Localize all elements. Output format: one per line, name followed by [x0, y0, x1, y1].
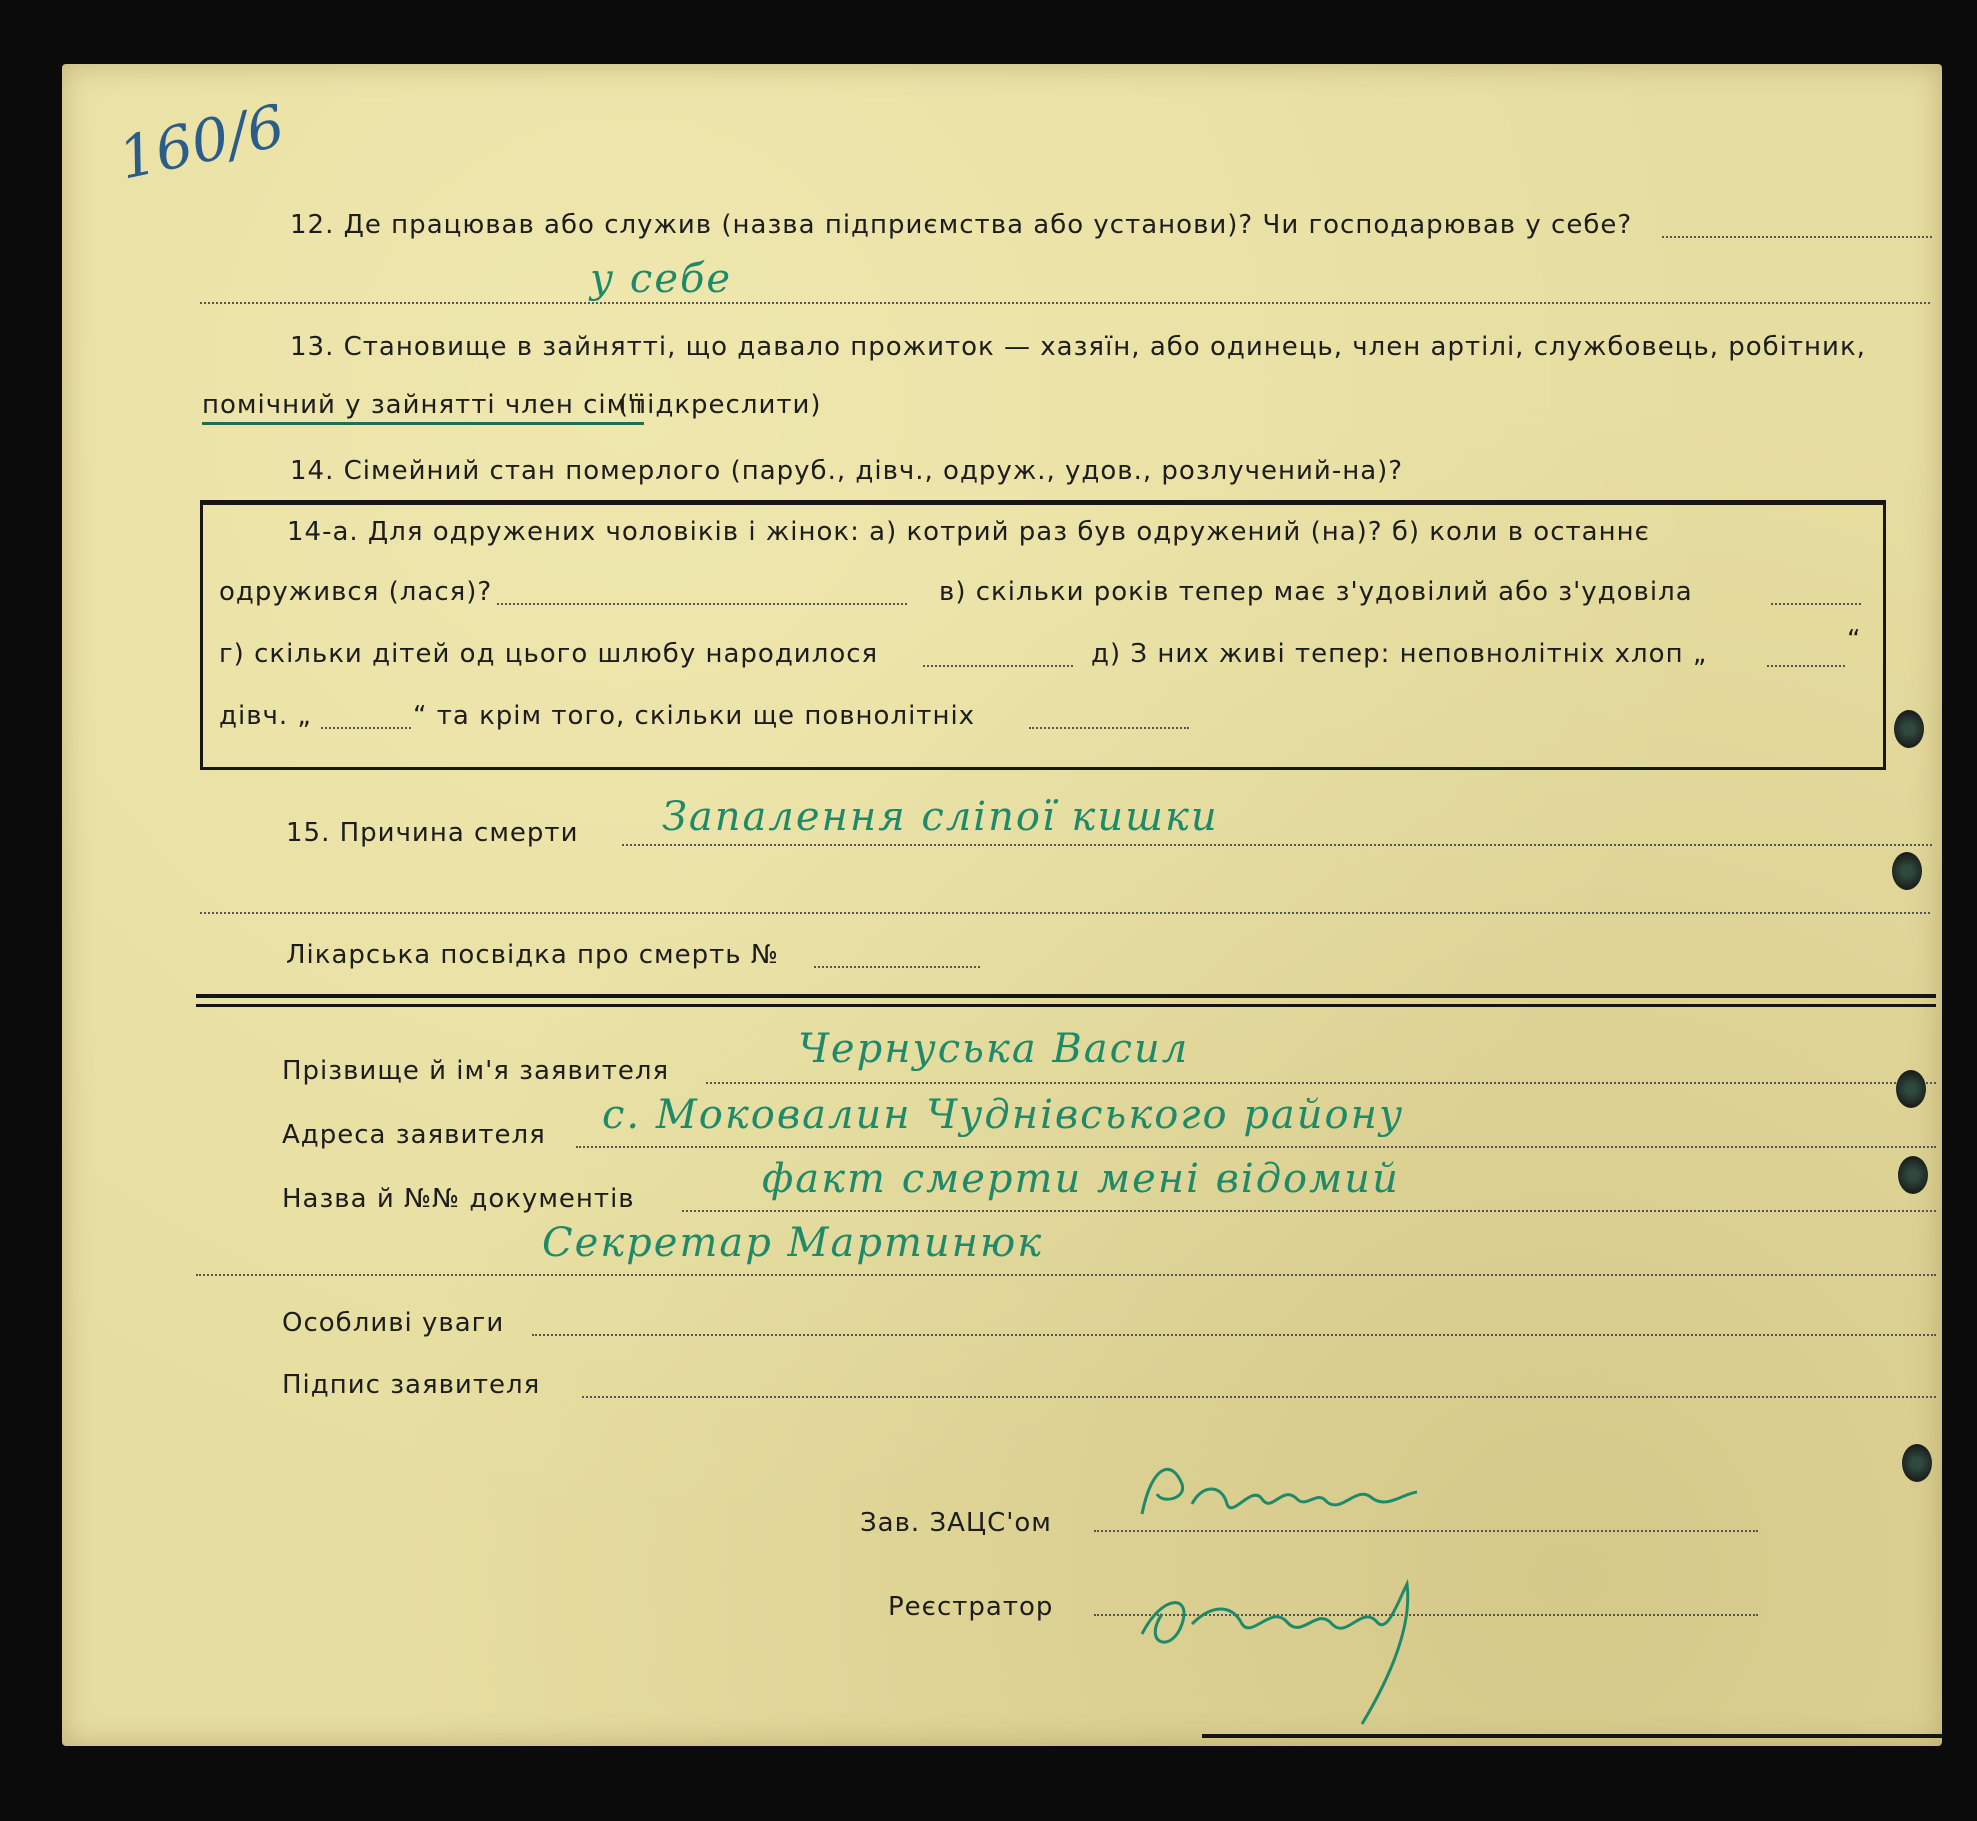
bottom-edge-line	[1202, 1734, 1942, 1738]
q15-label: 15. Причина смерти	[286, 818, 579, 848]
q14a-dotline-1	[497, 603, 907, 605]
registrar-signature	[1122, 1544, 1442, 1744]
medical-label: Лікарська посвідка про смерть №	[286, 940, 779, 970]
binding-hole-5	[1902, 1444, 1932, 1482]
q14a-dotline-2	[1771, 603, 1861, 605]
q14a-line2b: в) скільки років тепер має з'удовілий або з'удовіла	[939, 577, 1693, 607]
q14a-line3b: д) З них живі тепер: неповнолітніх хлоп „	[1091, 639, 1708, 669]
documents-line	[682, 1210, 1936, 1212]
binding-hole-4	[1898, 1156, 1928, 1194]
q12-answer-line	[200, 302, 1930, 304]
applicant-name-line	[706, 1082, 1936, 1084]
separator-bottom	[196, 1004, 1936, 1007]
notes-line	[532, 1334, 1936, 1336]
margin-note: 160/6	[112, 91, 291, 193]
signature-line	[582, 1396, 1936, 1398]
q14a-line4b: “ та крім того, скільки ще повнолітніх	[413, 701, 976, 731]
binding-hole-3	[1896, 1070, 1926, 1108]
q13-label: 13. Становище в зайнятті, що давало прожиток — хазяїн, або одинець, член артілі, службовець, робітник,	[290, 332, 1866, 362]
q12-answer: у себе	[590, 256, 733, 302]
registrar-label: Реєстратор	[888, 1592, 1054, 1622]
documents-value-line1: факт смерти мені відомий	[762, 1156, 1400, 1202]
q14a-line4a: дівч. „	[219, 701, 312, 731]
separator-top	[196, 994, 1936, 998]
q15-dotline	[622, 844, 1932, 846]
q14a-box	[200, 500, 1886, 770]
q15-answer-line	[200, 912, 1930, 914]
notes-label: Особливі уваги	[282, 1308, 505, 1338]
q14a-dotline-3	[923, 665, 1073, 667]
q13-suffix: (підкреслити)	[618, 390, 822, 420]
q14a-line2a: одружився (лася)?	[219, 577, 493, 607]
applicant-address-value: с. Моковалин Чуднівського району	[602, 1092, 1405, 1138]
q15-answer: Запалення сліпої кишки	[662, 794, 1219, 840]
q14-label: 14. Сімейний стан померлого (паруб., дівч., одруж., удов., розлучений-на)?	[290, 456, 1404, 486]
applicant-name-label: Прізвище й ім'я заявителя	[282, 1056, 670, 1086]
form-page	[62, 64, 1942, 1746]
q14a-line3a: г) скільки дітей од цього шлюбу народилося	[219, 639, 879, 669]
signature-label: Підпис заявителя	[282, 1370, 541, 1400]
applicant-address-label: Адреса заявителя	[282, 1120, 546, 1150]
applicant-address-line	[576, 1146, 1936, 1148]
binding-hole-2	[1892, 852, 1922, 890]
documents-line-2	[196, 1274, 1936, 1276]
q14a-line3c: “	[1847, 625, 1862, 655]
q12-dotline	[1662, 236, 1932, 238]
head-label: Зав. ЗАЦС'ом	[860, 1508, 1052, 1538]
documents-value-line2: Секретар Мартинюк	[542, 1220, 1044, 1266]
binding-hole-1	[1894, 710, 1924, 748]
q13-underlined-option: помічний у зайнятті член сім'ї	[202, 390, 644, 425]
medical-dotline	[814, 966, 980, 968]
q14a-dotline-5	[321, 727, 411, 729]
head-signature	[1132, 1454, 1432, 1534]
q14a-dotline-4	[1767, 665, 1845, 667]
q14a-dotline-6	[1029, 727, 1189, 729]
applicant-name-value: Чернуська Васил	[798, 1026, 1190, 1072]
documents-label: Назва й №№ документів	[282, 1184, 635, 1214]
q14a-line1: 14-а. Для одружених чоловіків і жінок: а) котрий раз був одружений (на)? б) коли в останнє	[287, 517, 1650, 547]
q12-label: 12. Де працював або служив (назва підприємства або установи)? Чи господарював у себе?	[290, 210, 1633, 240]
